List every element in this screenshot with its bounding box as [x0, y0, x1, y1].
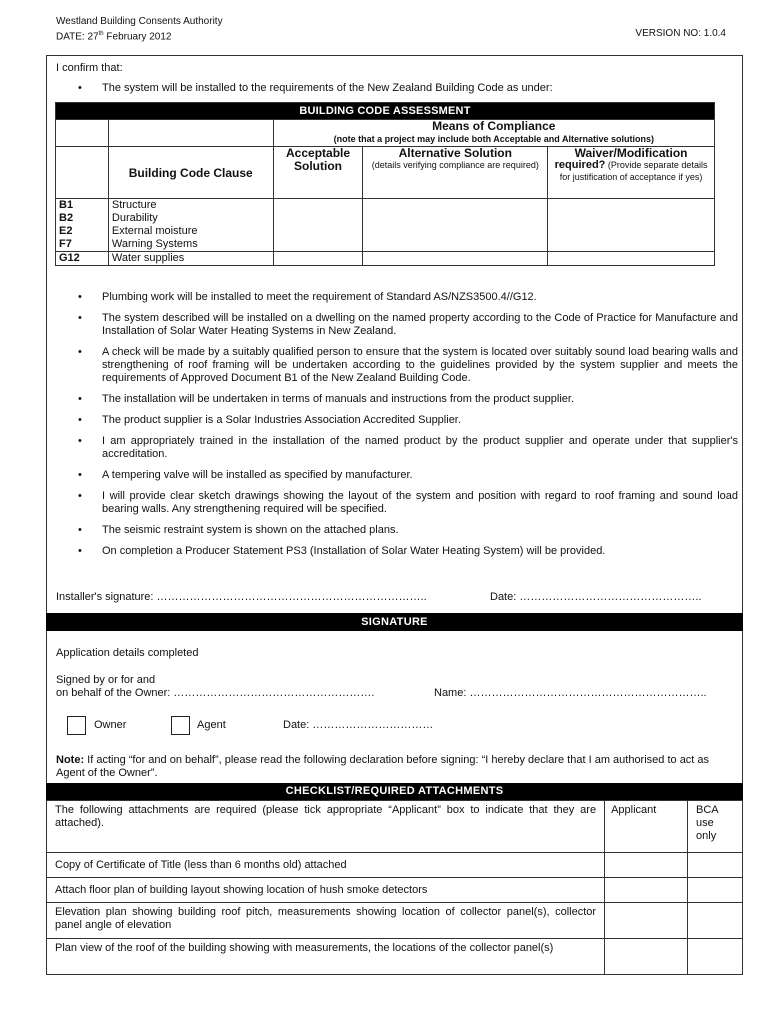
- checklist-item: Elevation plan showing building roof pitch, measurements showing location of collector panel(s), collector panel angle of elevation: [47, 903, 605, 939]
- bullet-icon: •: [78, 291, 82, 303]
- applicant-tick-cell[interactable]: [605, 853, 688, 878]
- installer-date-field[interactable]: Date: …………………………………………..: [490, 591, 702, 603]
- list-item: • The product supplier is a Solar Industries Association Accredited Supplier.: [78, 414, 461, 426]
- bullet-icon: •: [78, 545, 82, 557]
- owner-checkbox[interactable]: [67, 716, 86, 735]
- application-completed-text: Application details completed: [56, 647, 199, 659]
- applicant-tick-cell[interactable]: [605, 903, 688, 939]
- list-item: • A check will be made by a suitably qualified person to ensure that the system is located over suitably sound load bearing walls and strengthening of roof framing will be undertaken according to the guidelines provided by the system supplier and meets the requirements of Approved Document B1 of the New Zealand Building Code.: [78, 346, 738, 384]
- bca-cell: [688, 878, 743, 903]
- checklist-item: Plan view of the roof of the building showing with measurements, the locations of the collector panel(s): [47, 939, 605, 975]
- document-header: [56, 16, 223, 43]
- installer-signature-field[interactable]: Installer's signature: ………………………………………………………………..: [56, 591, 427, 603]
- version-number: VERSION NO: 1.0.4: [635, 28, 726, 39]
- bullet-icon: •: [78, 414, 82, 426]
- checklist-section-title: CHECKLIST/REQUIRED ATTACHMENTS: [46, 783, 743, 800]
- name-field[interactable]: Name: ………………………………………………………..: [434, 687, 707, 699]
- agent-label: Agent: [197, 719, 226, 731]
- waiver-cell[interactable]: [548, 252, 715, 266]
- bullet-icon: •: [78, 469, 82, 481]
- signature-section-title: SIGNATURE: [46, 613, 743, 631]
- org-name: Westland Building Consents Authority: [56, 16, 223, 27]
- waiver-header: Waiver/Modification required? (Provide separate details for justification of acceptance if yes): [548, 147, 715, 199]
- list-item: • The installation will be undertaken in terms of manuals and instructions from the product supplier.: [78, 393, 575, 405]
- table-row: [47, 939, 743, 975]
- bca-cell: [688, 853, 743, 878]
- bullet-icon: •: [78, 312, 82, 324]
- checklist-item: Attach floor plan of building layout showing location of hush smoke detectors: [47, 878, 605, 903]
- acceptable-cell[interactable]: [273, 199, 363, 252]
- bca-cell: [688, 939, 743, 975]
- table-row: [47, 853, 743, 878]
- agent-checkbox[interactable]: [171, 716, 190, 735]
- alternative-cell[interactable]: [363, 199, 548, 252]
- table-row: [47, 878, 743, 903]
- list-item: • Plumbing work will be installed to meet the requirement of Standard AS/NZS3500.4//G12.: [78, 291, 537, 303]
- list-item: • The system described will be installed on a dwelling on the named property according to the Code of Practice for Manufacture and Installation of Solar Water Heating Systems in New Zealand.: [78, 312, 738, 337]
- table-row: [47, 801, 743, 853]
- table-row: [47, 903, 743, 939]
- clause-labels: Structure Durability External moisture Warning Systems: [108, 199, 273, 252]
- bullet-icon: •: [78, 435, 82, 447]
- acceptable-solution-header: Acceptable Solution: [273, 147, 363, 199]
- checklist-item: Copy of Certificate of Title (less than 6 months old) attached: [47, 853, 605, 878]
- means-of-compliance-title: Means of Compliance: [432, 119, 556, 133]
- applicant-column-header: Applicant: [605, 801, 688, 853]
- bullet-icon: •: [78, 346, 82, 358]
- clause-code-g12: G12: [56, 252, 109, 266]
- list-item: • I am appropriately trained in the installation of the named product by the product supplier and operate under that supplier's accreditation.: [78, 435, 738, 460]
- document-date: DATE: 27th February 2012: [56, 31, 172, 43]
- assessment-title: BUILDING CODE ASSESSMENT: [56, 103, 715, 120]
- agent-note: Note: If acting “for and on behalf”, please read the following declaration before signing: “I hereby declare that I am authorised to act as Agent of the Owner”.: [56, 754, 710, 779]
- bullet-icon: •: [78, 82, 82, 94]
- list-item: • The seismic restraint system is shown on the attached plans.: [78, 524, 399, 536]
- applicant-tick-cell[interactable]: [605, 939, 688, 975]
- clause-codes: B1 B2 E2 F7: [56, 199, 109, 252]
- checklist-table: [46, 800, 743, 975]
- waiver-cell[interactable]: [548, 199, 715, 252]
- bullet-icon: •: [78, 393, 82, 405]
- building-code-assessment-table: [55, 102, 715, 266]
- alternative-cell[interactable]: [363, 252, 548, 266]
- list-item: • I will provide clear sketch drawings showing the layout of the system and position with regard to roof framing and sound load bearing walls. Any strengthening required will be specified.: [78, 490, 738, 515]
- confirm-heading: I confirm that:: [56, 62, 123, 74]
- bullet-icon: •: [78, 490, 82, 502]
- clause-label-water: Water supplies: [108, 252, 273, 266]
- signature-date-field[interactable]: Date: ……………………………: [283, 719, 434, 731]
- list-item: • On completion a Producer Statement PS3 (Installation of Solar Water Heating System) will be provided.: [78, 545, 606, 557]
- means-note: (note that a project may include both Acceptable and Alternative solutions): [333, 134, 654, 144]
- alternative-solution-header: Alternative Solution (details verifying compliance are required): [363, 147, 548, 199]
- bca-cell: [688, 903, 743, 939]
- acceptable-cell[interactable]: [273, 252, 363, 266]
- checklist-intro: The following attachments are required (please tick appropriate “Applicant” box to indicate that they are attached).: [47, 801, 605, 853]
- clause-column-header: Building Code Clause: [108, 147, 273, 199]
- applicant-tick-cell[interactable]: [605, 878, 688, 903]
- owner-label: Owner: [94, 719, 127, 731]
- bullet-icon: •: [78, 524, 82, 536]
- bca-column-header: BCA use only: [688, 801, 743, 853]
- declaration-bullets: [78, 291, 738, 566]
- signed-by-field[interactable]: Signed by or for and on behalf of the Owner: ……………………………………………….: [56, 674, 375, 699]
- list-item: • A tempering valve will be installed as specified by manufacturer.: [78, 469, 413, 481]
